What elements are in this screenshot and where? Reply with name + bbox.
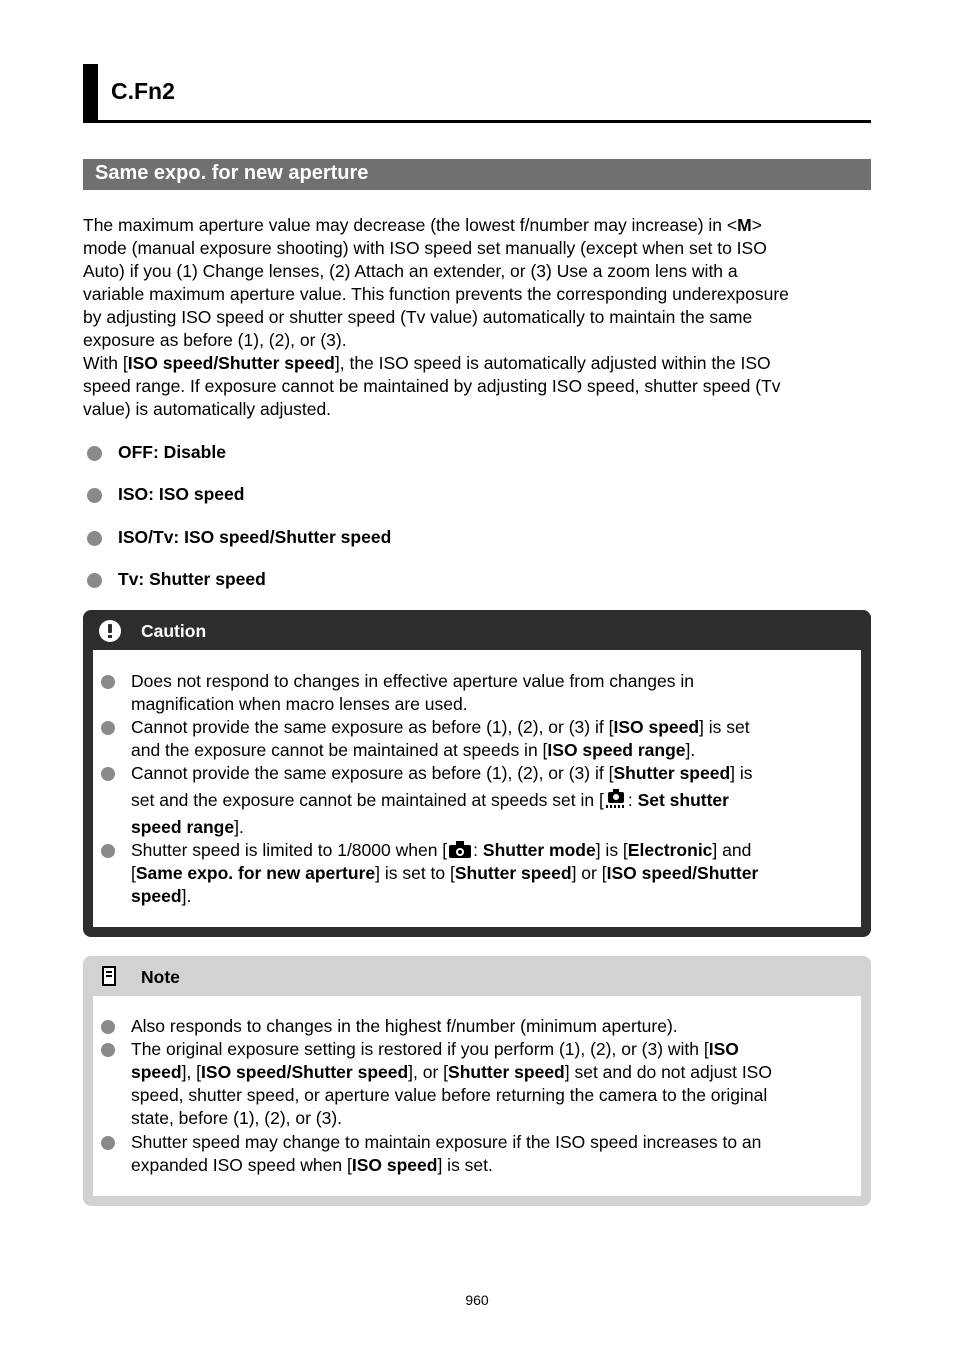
intro-text <box>83 214 873 421</box>
note-header <box>83 956 871 996</box>
bullet-icon <box>101 675 115 689</box>
note-body: Also responds to changes in the highest f/number (minimum aperture). The original exposure setting is restored if you perform (1), (2), or (3) with [ISO speed], [ISO speed/Shutter speed], or [Shutter speed] set and do not adjust ISO speed, shutter speed, or aperture value before returning the camera to the original state, before (1), (2), or (3). Shutter speed may change to maintain exposure if the ISO speed increases to an expanded ISO speed when [ISO speed] is set. <box>93 996 861 1196</box>
section-header <box>83 159 871 190</box>
bullet-icon <box>101 721 115 735</box>
page-number: 960 <box>465 1292 489 1308</box>
intro-paragraph-1: The maximum aperture value may decrease (the lowest f/number may increase) in <M> mode (manual exposure shooting) with ISO speed set manually (except when set to ISO Auto) if you (1) Change lenses, (2) Attach an extender, or (3) Use a zoom lens with a variable maximum aperture value. This function prevents the corresponding underexposure by adjusting ISO speed or shutter speed (Tv value) automatically to maintain the same exposure as before (1), (2), or (3). <box>83 215 789 350</box>
caution-body: Does not respond to changes in effective aperture value from changes in magnification when macro lenses are used. Cannot provide the same exposure as before (1), (2), or (3) if [ISO speed] is set and the exposure cannot be maintained at speeds in [ISO speed range]. Cannot provide the same exposure as before (1), (2), or (3) if [Shutter speed] is set and the exposure cannot be maintained at speeds set in [ : Set shutter speed range]. Shutter speed is limited to 1/8000 when [ : Shutter mode] is [Electronic] and [Same expo. for new aperture] is set to [Shutter speed] or [ISO speed/Shutter speed]. <box>93 650 861 927</box>
option-list <box>83 440 783 609</box>
bullet-icon <box>87 531 102 546</box>
caution-box <box>83 610 871 937</box>
chapter-bar <box>83 64 98 120</box>
note-title: Note <box>141 967 180 987</box>
bullet-icon <box>101 1043 115 1057</box>
caution-title: Caution <box>141 621 207 641</box>
chapter-header <box>83 64 871 123</box>
bullet-icon <box>87 446 102 461</box>
bullet-icon <box>87 488 102 503</box>
list-item: OFF: Disable <box>83 440 783 482</box>
caution-icon <box>99 620 121 642</box>
bullet-icon <box>87 573 102 588</box>
list-item: Tv: Shutter speed <box>83 567 783 609</box>
chapter-title: C.Fn2 <box>111 78 175 104</box>
shooting-settings-icon <box>604 788 628 810</box>
bullet-icon <box>101 844 115 858</box>
note-icon <box>102 966 116 986</box>
note-box <box>83 956 871 1206</box>
camera-icon <box>449 841 471 858</box>
list-item: ISO: ISO speed <box>83 482 783 524</box>
bullet-icon <box>101 1136 115 1150</box>
list-item: ISO/Tv: ISO speed/Shutter speed <box>83 525 783 567</box>
bullet-icon <box>101 1020 115 1034</box>
bullet-icon <box>101 767 115 781</box>
intro-paragraph-2: With [ISO speed/Shutter speed], the ISO speed is automatically adjusted within the ISO speed range. If exposure cannot be maintained by adjusting ISO speed, shutter speed (Tv value) is automatically adjusted. <box>83 353 781 419</box>
section-title: Same expo. for new aperture <box>95 162 369 184</box>
caution-header <box>83 610 871 650</box>
